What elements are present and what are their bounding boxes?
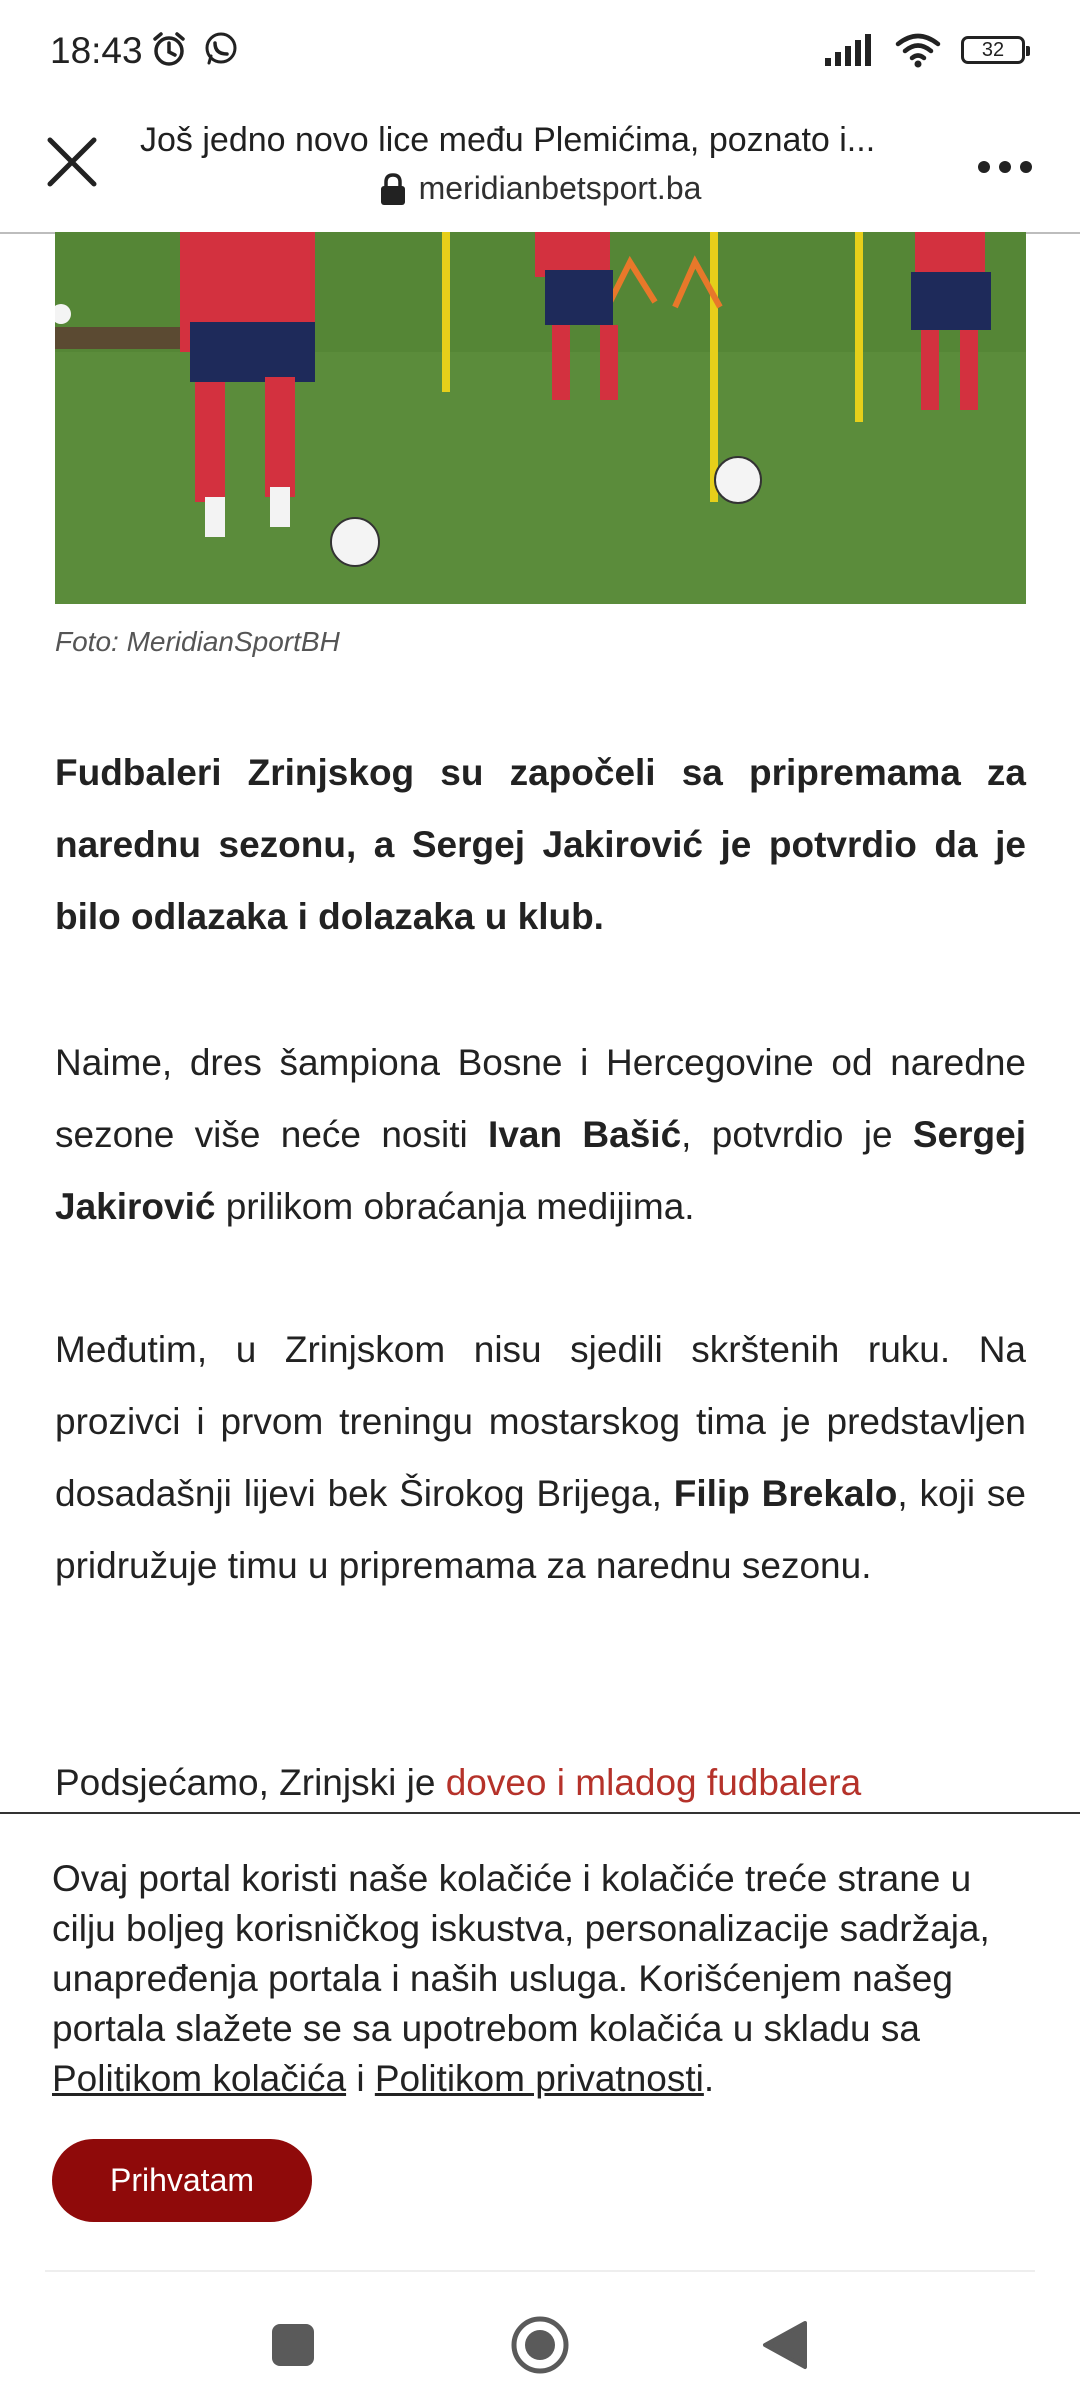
nav-divider: [45, 2270, 1035, 2272]
page-title: Još jedno novo lice među Plemićima, poznato i...: [140, 121, 876, 159]
article-paragraph: [55, 1314, 1026, 1602]
browser-header: [0, 105, 1080, 234]
wifi-icon: [895, 32, 941, 68]
url-row[interactable]: [140, 170, 940, 207]
paragraph-text: prilikom obraćanja medijima.: [215, 1186, 695, 1227]
training-photo-illustration: [55, 232, 1026, 604]
more-dot: [1020, 161, 1032, 173]
cookie-banner: [0, 1812, 1080, 2282]
status-icons-left: [150, 30, 240, 68]
back-button[interactable]: [750, 2310, 820, 2380]
recents-square-icon: [271, 2323, 315, 2367]
paragraph-text: , potvrdio je: [681, 1114, 913, 1155]
cookie-end: .: [703, 2058, 715, 2099]
battery-level: 32: [981, 38, 1005, 61]
photo-caption: Foto: MeridianSportBH: [55, 626, 340, 657]
home-button[interactable]: [505, 2310, 575, 2380]
status-time: 18:43: [50, 30, 143, 71]
close-button[interactable]: [42, 132, 102, 192]
paragraph-text: Naime, dres šampiona Bosne i Hercegovine od naredne sezone više neće nositi: [55, 1042, 1026, 1155]
player-name-bold: Filip Brekalo: [673, 1473, 898, 1514]
alarm-icon: [150, 30, 188, 68]
accept-cookies-button[interactable]: Prihvatam: [52, 2139, 312, 2222]
more-dot: [999, 161, 1011, 173]
cookie-and: i: [346, 2058, 375, 2099]
more-dot: [978, 161, 990, 173]
cookie-policy-link[interactable]: Politikom kolačića: [52, 2058, 347, 2099]
more-options-button[interactable]: [970, 147, 1040, 187]
back-triangle-icon: [761, 2319, 809, 2371]
close-icon: [42, 132, 102, 192]
cookie-message: Ovaj portal koristi naše kolačiće i kolačiće treće strane u cilju boljeg korisničkog iskustva, personalizacije sadržaja, unapređenja portala i naših usluga. Korišćenjem našeg portala slažete se sa upotrebom kolačića u skladu sa: [52, 1858, 990, 2049]
article-photo: [55, 232, 1026, 604]
home-circle-icon: [510, 2315, 570, 2375]
player-name-bold: Ivan Bašić: [488, 1114, 682, 1155]
article-lead: Fudbaleri Zrinjskog su započeli sa pripremama za narednu sezonu, a Sergej Jakirović je potvrdio da je bilo odlazaka i dolazaka u klub.: [55, 752, 1026, 937]
status-bar: [0, 0, 1080, 105]
whatsapp-icon: [202, 30, 240, 68]
signal-icon: [825, 34, 875, 66]
recents-button[interactable]: [258, 2310, 328, 2380]
article-paragraph: [55, 1027, 1026, 1243]
paragraph-text: Podsjećamo, Zrinjski je: [55, 1762, 446, 1803]
navigation-bar: [0, 2270, 1080, 2400]
privacy-policy-link[interactable]: Politikom privatnosti: [374, 2058, 704, 2099]
cookie-text: [52, 1854, 1042, 2104]
status-icons-right: [825, 32, 1025, 68]
lock-icon: [379, 172, 407, 206]
article-link[interactable]: doveo i mladog fudbalera: [445, 1762, 862, 1803]
coach-name-bold: Sergej Jakirović: [55, 1114, 1026, 1227]
article-content: [0, 232, 1080, 1812]
url-text: meridianbetsport.ba: [418, 170, 702, 206]
paragraph-text: , koji se pridružuje timu u pripremama za narednu sezonu.: [55, 1473, 1026, 1586]
paragraph-text: Međutim, u Zrinjskom nisu sjedili skrštenih ruku. Na prozivci i prvom treningu mostarskog tima je predstavljen dosadašnji lijevi bek Širokog Brijega,: [55, 1329, 1026, 1514]
battery-indicator: [961, 36, 1025, 64]
article-paragraph: [55, 1747, 1026, 1812]
